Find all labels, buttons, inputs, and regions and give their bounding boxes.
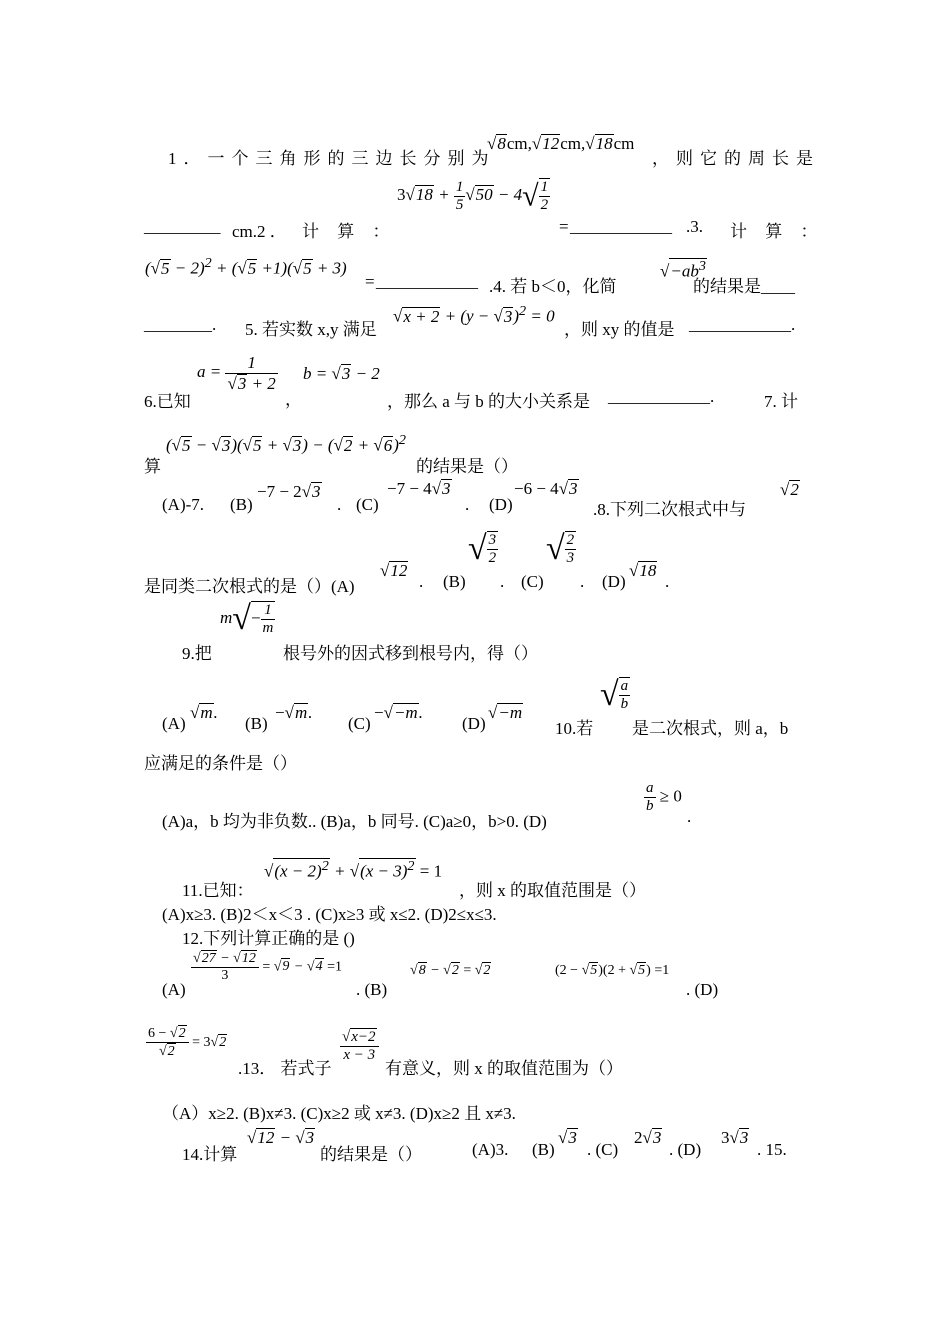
q8-dot-b: . xyxy=(500,572,505,591)
q4-formula: $√-ab^3$ xyxy=(660,258,706,281)
q9-b-formula: −√m. xyxy=(275,703,313,722)
q12-option-d: . (D) xyxy=(686,980,719,999)
q11-text: 11.已知： xyxy=(182,881,254,900)
unit-cm: cm.2 ． xyxy=(232,222,287,241)
q3-number: .3. xyxy=(686,217,703,236)
q14-text2: 的结果是（） xyxy=(320,1145,422,1164)
q1-text-a: 1．一个三角形的三边长分别为 xyxy=(168,149,496,168)
blank-5: ____________. xyxy=(689,315,796,334)
q8-option-b: (B) xyxy=(443,572,466,591)
q8-dot-d: . xyxy=(665,572,670,591)
blank-4: ________. xyxy=(144,315,217,334)
q1-text-b: ，则它的周长是 xyxy=(652,149,820,168)
q3-formula: $(√5 - 2)^2 + (√5 +1)(√5 + 3)$ xyxy=(145,255,347,278)
q15-number: . 15. xyxy=(757,1140,787,1159)
blank-6: ____________. xyxy=(608,387,715,406)
q5-formula: $√x + 2 + (y - √3)^2 = 0$ xyxy=(393,303,555,326)
q13-options: （A）x≥2. (B)x≠3. (C)x≥2 或 x≠3. (D)x≥2 且 x≠3. xyxy=(162,1104,516,1123)
q12-a-formula: $\frac{√27 - √12}{3}$ = √9 − √4 =1 xyxy=(193,951,342,984)
q6-text: 6.已知 xyxy=(144,392,191,411)
q12-b-formula: √8 − √2 = √2 xyxy=(410,963,491,978)
q7-d-formula: −6 − 4√3 xyxy=(514,479,578,498)
q14-c-formula: 2√3 xyxy=(634,1128,662,1147)
q10-text2: 是二次根式，则 a，b xyxy=(632,719,789,738)
q12-option-a: (A) xyxy=(162,980,186,999)
q9-text: 9.把 xyxy=(182,644,212,663)
q8-dot-c: . xyxy=(580,572,585,591)
q14-text: 14.计算 xyxy=(182,1145,238,1164)
q9-option-b: (B) xyxy=(245,714,268,733)
q11-options: (A)x≥3. (B)2＜x＜3 . (C)x≥3 或 x≤2. (D)2≤x≤3. xyxy=(162,905,497,924)
q13-formula: $\frac{√x-2}{x - 3}$ xyxy=(340,1028,379,1065)
q3-eq: = xyxy=(365,272,375,291)
q6-formula-b: b = √3 − 2 xyxy=(303,364,380,383)
jisuan-label-2: 计 算 ： xyxy=(730,222,825,241)
q7-number: 7. 计 xyxy=(764,392,798,411)
q7-option-a: (A)-7. xyxy=(162,495,205,514)
q9-option-d: (D) xyxy=(462,714,486,733)
q2-eq: = xyxy=(559,217,569,236)
q7-b-formula: −7 − 2√3 xyxy=(257,482,321,501)
q8-dot-a: . xyxy=(419,572,424,591)
blank-3: ____________ xyxy=(376,272,478,291)
q7-option-b: (B) xyxy=(230,495,253,514)
q4-text2: 的结果是____ xyxy=(693,277,795,296)
q7-text: 的结果是（） xyxy=(416,457,518,476)
q7-formula: $(√5 - √3)(√5 + √3) - (√2 + √6)^2$ xyxy=(166,432,406,455)
q12-d-formula: $\frac{6 - √2}{√2}$ = 3√2 xyxy=(148,1026,227,1060)
q8-option-d: (D) xyxy=(602,572,626,591)
q6-formula-a: a = $\frac{1}{√3 + 2}$ xyxy=(197,353,276,393)
q8-c-formula: √ $\frac{2}{3}$ xyxy=(546,530,575,567)
q4-text: .4. 若 b＜0，化简 xyxy=(489,277,617,296)
q7-suan: 算 xyxy=(144,457,161,476)
q6-comma: ， xyxy=(285,390,302,409)
q14-option-b: (B) xyxy=(532,1140,555,1159)
q10-options: (A)a，b 均为非负数.. (B)a，b 同号. (C)a≥0，b>0. (D) xyxy=(162,812,547,831)
q8-text: .8.下列二次根式中与 xyxy=(593,500,746,519)
q10-text3: 应满足的条件是（） xyxy=(144,754,297,773)
q10-text: 10.若 xyxy=(555,719,594,738)
q11-formula: $√(x - 2)^2 + √(x - 3)^2 = 1$ xyxy=(264,858,443,881)
blank-2: ____________ xyxy=(570,217,672,236)
q8-a-formula: √12 xyxy=(380,561,408,580)
q6-text2: ，那么 a 与 b 的大小关系是 xyxy=(387,392,591,411)
q2-formula: 3√18 + $\frac{1}{5}$ √50 − 4√ $\frac{1}{2}$ xyxy=(397,178,549,214)
q7-dot-b: . xyxy=(337,495,342,514)
q8-text2: 是同类二次根式的是（）(A) xyxy=(144,577,355,596)
q9-d-formula: √−m xyxy=(488,703,523,722)
q14-option-c: . (C) xyxy=(587,1140,619,1159)
q9-c-formula: −√−m. xyxy=(374,703,423,722)
q14-option-a: (A)3. xyxy=(472,1140,509,1159)
q8-b-formula: √ $\frac{3}{2}$ xyxy=(468,530,497,567)
q14-formula: √12 − √3 xyxy=(247,1128,315,1147)
q14-d-formula: 3√3 xyxy=(721,1128,749,1147)
q5-text: 5. 若实数 x,y 满足 xyxy=(245,320,377,339)
q10-dot: . xyxy=(687,807,692,826)
q12-option-b: . (B) xyxy=(356,980,388,999)
q7-option-d: (D) xyxy=(489,495,513,514)
q9-a-formula: √m. xyxy=(190,703,218,722)
q13-text2: 有意义，则 x 的取值范围为（） xyxy=(385,1059,623,1078)
q9-option-a: (A) xyxy=(162,714,186,733)
q9-text2: 根号外的因式移到根号内，得（） xyxy=(283,644,538,663)
q8-d-formula: √18 xyxy=(629,561,657,580)
q5-text2: ，则 xy 的值是 xyxy=(564,320,675,339)
q14-option-d: . (D) xyxy=(669,1140,702,1159)
q13-text: .13． 若式子 xyxy=(238,1059,332,1078)
q10-formula: √ $\frac{a}{b}$ xyxy=(600,676,629,713)
q8-formula: √2 xyxy=(780,480,799,499)
q1-formula: √8cm,√12cm,√18cm xyxy=(487,134,635,153)
q12-c-formula: (2 − √5)(2 + √5) =1 xyxy=(555,963,670,978)
q7-option-c: (C) xyxy=(356,495,379,514)
blank-1: _________ xyxy=(144,217,221,236)
q9-option-c: (C) xyxy=(348,714,371,733)
q7-dot-c: . xyxy=(465,495,470,514)
q9-formula: m√− $\frac{1}{m}$ xyxy=(220,600,274,637)
q10-d-formula: $\frac{a}{b}$ ≥ 0 xyxy=(646,780,682,815)
q12-text: 12.下列计算正确的是 () xyxy=(182,929,355,948)
q14-b-formula: √3 xyxy=(558,1128,577,1147)
q7-c-formula: −7 − 4√3 xyxy=(387,479,451,498)
q8-option-c: (C) xyxy=(521,572,544,591)
jisuan-label: 计 算 ： xyxy=(302,222,397,241)
q11-text2: ，则 x 的取值范围是（） xyxy=(459,881,646,900)
